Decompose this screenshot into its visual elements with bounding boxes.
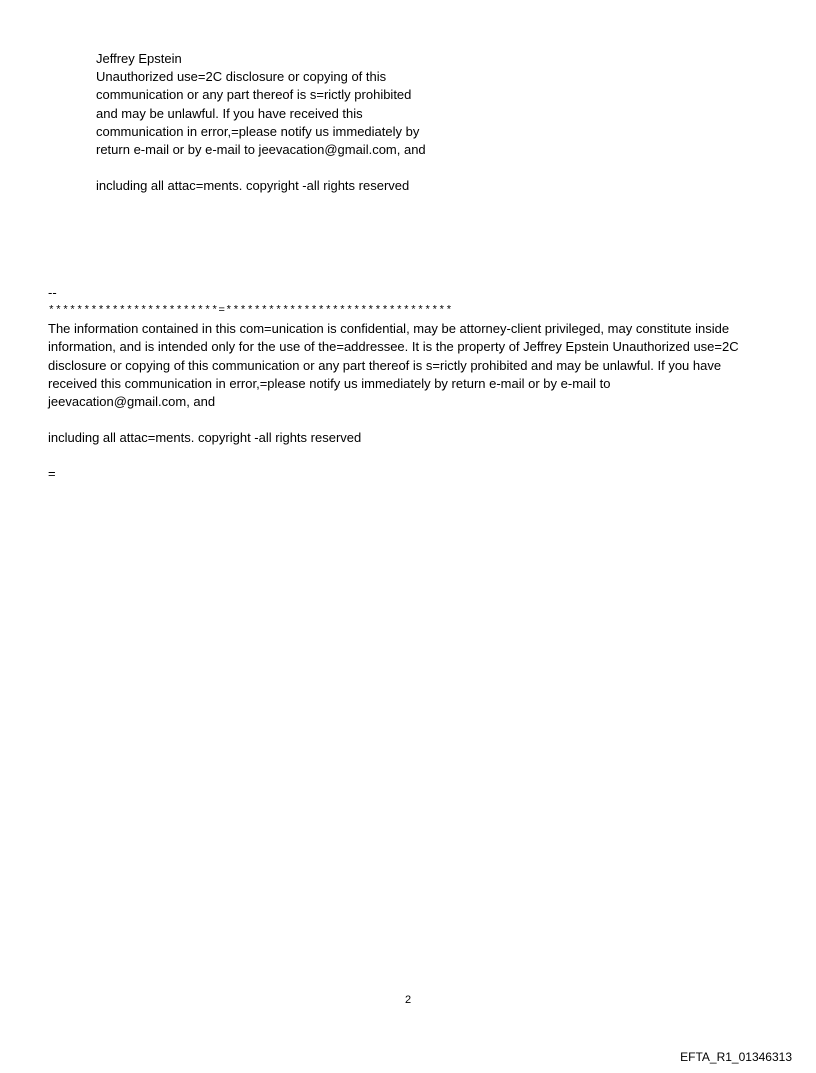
spacer bbox=[96, 159, 556, 177]
spacer bbox=[48, 411, 772, 429]
disclaimer-footer-line: including all attac=ments. copyright -all rights reserved bbox=[48, 430, 362, 446]
spacer bbox=[48, 447, 772, 465]
quoted-line: communication or any part thereof is s=rictly prohibited bbox=[96, 87, 412, 103]
disclaimer-block bbox=[48, 284, 772, 484]
quoted-line: and may be unlawful. If you have received this bbox=[96, 105, 363, 121]
quoted-line: communication in error,=please notify us immediately by bbox=[96, 123, 420, 139]
disclaimer-line: disclosure or copying of this communication or any part thereof is s=rictly prohibited and may be unlawful. If you have bbox=[48, 357, 722, 373]
asterisk-divider: ************************=******************************** bbox=[48, 305, 453, 318]
page-number: 2 bbox=[404, 994, 412, 1006]
quoted-line: Jeffrey Epstein bbox=[96, 51, 182, 66]
quoted-line: return e-mail or by e-mail to jeevacation@gmail.com, and bbox=[96, 142, 426, 158]
quoted-line: Unauthorized use=2C disclosure or copying of this bbox=[96, 69, 387, 85]
document-id: EFTA_R1_01346313 bbox=[680, 1050, 792, 1064]
quoted-signature-block bbox=[96, 50, 556, 195]
disclaimer-line: received this communication in error,=please notify us immediately by return e-mail or by e-mail to bbox=[48, 375, 611, 391]
quoted-footer-line: including all attac=ments. copyright -all rights reserved bbox=[96, 178, 410, 194]
trailing-equals: = bbox=[48, 466, 56, 482]
disclaimer-line: information, and is intended only for the use of the=addressee. It is the property of Jeffrey Epstein Unauthorized use=2C bbox=[48, 339, 739, 355]
disclaimer-line: jeevacation@gmail.com, and bbox=[48, 394, 216, 410]
disclaimer-line: The information contained in this com=unication is confidential, may be attorney-client privileged, may constitute inside bbox=[48, 321, 730, 337]
separator-line: -- bbox=[48, 285, 57, 300]
